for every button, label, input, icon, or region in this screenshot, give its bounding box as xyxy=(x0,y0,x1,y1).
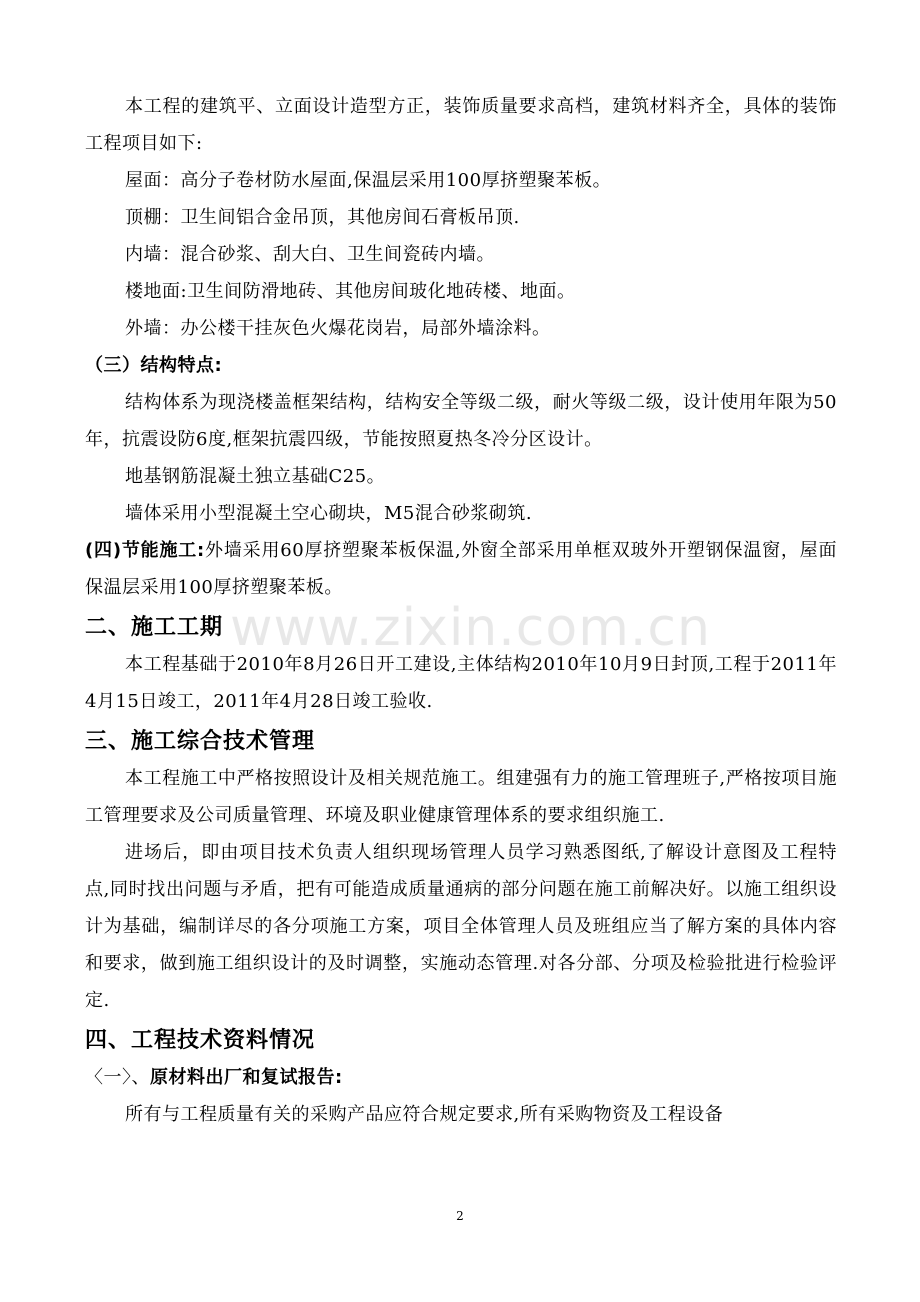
roof-paragraph: 屋面：高分子卷材防水屋面,保温层采用100厚挤塑聚苯板。 xyxy=(125,170,612,191)
chapter-4-heading: 四、工程技术资料情况 xyxy=(85,1028,316,1053)
structure-heading: （三）结构特点: xyxy=(85,355,223,376)
structure-paragraph-1: 结构体系为现浇楼盖框架结构，结构安全等级二级，耐火等级二级，设计使用年限为50年，抗震设防6度,框架抗震四级，节能按照夏热冬冷分区设计。 xyxy=(85,392,837,450)
page-number: 2 xyxy=(456,1209,464,1223)
outer-wall-paragraph: 外墙：办公楼干挂灰色火爆花岗岩，局部外墙涂料。 xyxy=(125,318,551,339)
structure-paragraph-2: 地基钢筋混凝土独立基础C25。 xyxy=(125,466,386,487)
energy-saving-text: 外墙采用60厚挤塑聚苯板保温,外窗全部采用单框双玻外开塑钢保温窗，屋面保温层采用100厚挤塑聚苯板。 xyxy=(85,540,838,598)
energy-saving-paragraph xyxy=(85,532,837,606)
watermark: www.zixin.com.cn xyxy=(230,598,711,658)
document-body xyxy=(85,88,837,1133)
chapter-3-heading: 三、施工综合技术管理 xyxy=(85,729,316,754)
schedule-paragraph: 本工程基础于2010年8月26日开工建设,主体结构2010年10月9日封顶,工程于2011年4月15日竣工，2011年4月28日竣工验收. xyxy=(85,654,837,712)
management-paragraph-1: 本工程施工中严格按照设计及相关规范施工。组建强有力的施工管理班子,严格按项目施工管理要求及公司质量管理、环境及职业健康管理体系的要求组织施工. xyxy=(85,768,837,826)
raw-material-paragraph: 所有与工程质量有关的采购产品应符合规定要求,所有采购物资及工程设备 xyxy=(125,1104,724,1125)
structure-paragraph-3: 墙体采用小型混凝土空心砌块，M5混合砂浆砌筑. xyxy=(125,503,533,524)
inner-wall-paragraph: 内墙：混合砂浆、刮大白、卫生间瓷砖内墙。 xyxy=(125,244,495,265)
floor-paragraph: 楼地面:卫生间防滑地砖、其他房间玻化地砖楼、地面。 xyxy=(125,281,576,302)
energy-saving-heading: (四)节能施工: xyxy=(85,540,205,561)
raw-material-title: 原材料出厂和复试报告: xyxy=(150,1067,343,1088)
raw-material-prefix: 〈一〉、 xyxy=(85,1067,150,1088)
management-paragraph-2: 进场后，即由项目技术负责人组织现场管理人员学习熟悉图纸,了解设计意图及工程特点,同时找出问题与矛盾，把有可能造成质量通病的部分问题在施工前解决好。以施工组织设计为基础，编制详尽的各分项施工方案，项目全体管理人员及班组应当了解方案的具体内容和要求，做到施工组织设计的及时调整，实施动态管理.对各分部、分项及检验批进行检验评定. xyxy=(85,842,837,1011)
ceiling-paragraph: 顶棚：卫生间铝合金吊顶，其他房间石膏板吊顶. xyxy=(125,207,520,228)
raw-material-heading xyxy=(85,1059,837,1096)
intro-paragraph: 本工程的建筑平、立面设计造型方正，装饰质量要求高档，建筑材料齐全，具体的装饰工程项目如下: xyxy=(85,96,837,154)
chapter-2-heading: 二、施工工期 xyxy=(85,615,224,640)
